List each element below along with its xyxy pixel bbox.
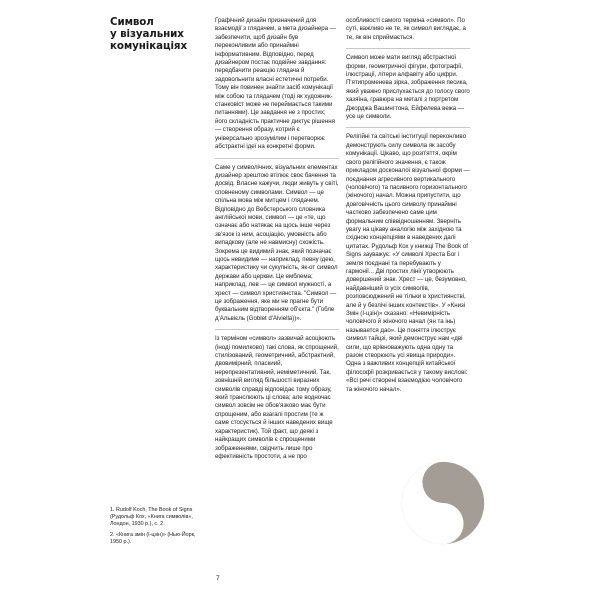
text-column-left bbox=[215, 17, 339, 467]
footnote-2: 2. «Книга змін (І-цзін)» (Нью-Йорк, 1950 р.). bbox=[110, 532, 196, 545]
paragraph-divider bbox=[215, 329, 339, 330]
heading-line-1: Символ bbox=[110, 16, 154, 28]
paragraph: Графічний дизайн призначений для взаємодії з глядачем, а мета дизайнера — забезпечити, щоб дизайн був переконливим або принаймні інформативним. Відповідно, перед дизайнером постає подвійне завдання: передбачити реакцію глядача й задовольнити власні естетичні потреби. Тому він повинен знайти засіб комунікації між собою та глядачем (тоді як художник-станковіст може не переймається такими питаннями). Це завдання не з простих; його складність практичне диктує рішення — створення образу, котрий є універсально зрозумілим і перетворює абстрактні ідеї на конкретні форми. bbox=[215, 17, 336, 151]
paragraph-divider bbox=[346, 48, 470, 49]
paragraph: Із терміном «символ» зазвичай асоціюють (іноді помилково) такі слова, як спрощений, стилізований, геометричний, абстрактний, двовимірний, пласкиий, нерепрезентативний, неміметичний. Так, зовнішній вигляд більшості виразних символів справді відповідає тому образу, який транслюють ці слова; але водночас символ зовсім не обов'язково має бути спрощеним, або взагалі простим (те ж саме стосується й інших наведених вище характеристик). Той факт, що деякі з найкращих символів є спрощеними зображеннями, свідчить лише про ефективність простоти, а не про bbox=[215, 335, 339, 460]
footnote-1: 1. Rudolf Koch, The Book of Signs (Рудольф Кох, «Книга символів», Лондон, 1930 р.), с. 2. bbox=[110, 507, 193, 527]
heading-line-3: комунікаціях bbox=[110, 40, 187, 52]
yin-yang-icon bbox=[401, 461, 485, 545]
text-column-right bbox=[346, 17, 470, 400]
page-number: 7 bbox=[216, 575, 220, 582]
section-heading bbox=[110, 16, 202, 52]
heading-line-2: у візуальних bbox=[110, 28, 184, 40]
footnotes bbox=[110, 507, 206, 550]
paragraph: Релігійні та світські інституції переконливо демонструють силу символа як засобу комунікації. Цікаво, що розп'яття, окрім свого релігійного значення, є також прикладом досконалої візуальної форми — поєднання агресивного вертикального (чоловічого) та пасивного горизонтального (жіночого) начал. Можна припустити, що довговічність цього символу принаймні частково забезпечено саме цим формальним співвідношенням. Зверніть увагу на цікаву аналогію між західною та східною концепціями в наведених далі цитатах. Рудольф Кох у книжці The Book of Signs зауважує: «У символі Хреста Бог і земля поєднані та перебувають у гармонії... Дві простих лінії утворюють довершений знак. Хрест — це, безумовно, найдавніший із усіх символів, розповсюджений не тільки в християнстві, але й у безлічі інших контекстів». У «Книзі Змін (І-цзін)» сказано: «Невимірність чоловічого й жіночого начал (ян та інь) называется дао». Це поняття ілюструє символ тайцзі, який демонструє нам «дві сили, що врівноважують одна одну та разом створюють усі явища природи». Одна з важливих концепцій китайської філософії розкривається у такому вислові: «Всі речі створені взаємодією чоловічого та жіночого начал». bbox=[346, 133, 470, 393]
paragraph: особливості самого терміна «символ». По суті, важливо не те, як символ виглядає, а те, як він сприймається. bbox=[346, 17, 466, 41]
paragraph: Саме у символічних, візуальних елементах дизайнер зрештою втілює своє бачення та досвід. Власне кажучи, люди живуть у світі, сповненому символами. Символ — це спільна мова між митцем і глядачем. Відповідно до Вебстерського словника англійської мови, символ — це «те, що означає або натякає на щось інше через зв'язок із ним, асоціацію, умовність або випадкову (але не навмисну) схожість. Зокрема це видимий знак, який позначає щось невидиме — наприклад, певну ідею, характеристику чи сукупність, як-от символ держави або церкви. Це емблема; наприклад, лев — це символ мужності, а хрест — символ християнства. "Символ — це зображення, яке ми не прагне бути буквальним відтворенням об'єкта." (Гобле д'Альвієль (Goblet d'Alviella))». bbox=[215, 163, 339, 322]
paragraph-divider bbox=[215, 158, 339, 159]
paragraph-divider bbox=[346, 127, 470, 128]
paragraph: Символ може мати вигляд абстрактної форми, геометричної фігури, фотографії, ілюстрації, літери алфавіту або цифри. П'ятипроменева зірка, зображення песика, який уважно прислухається до голосу свого хазяїна, гравюра на металі з портретом Джорджа Вашингтона, Ейфелева вежа — усе це символи. bbox=[346, 54, 470, 121]
